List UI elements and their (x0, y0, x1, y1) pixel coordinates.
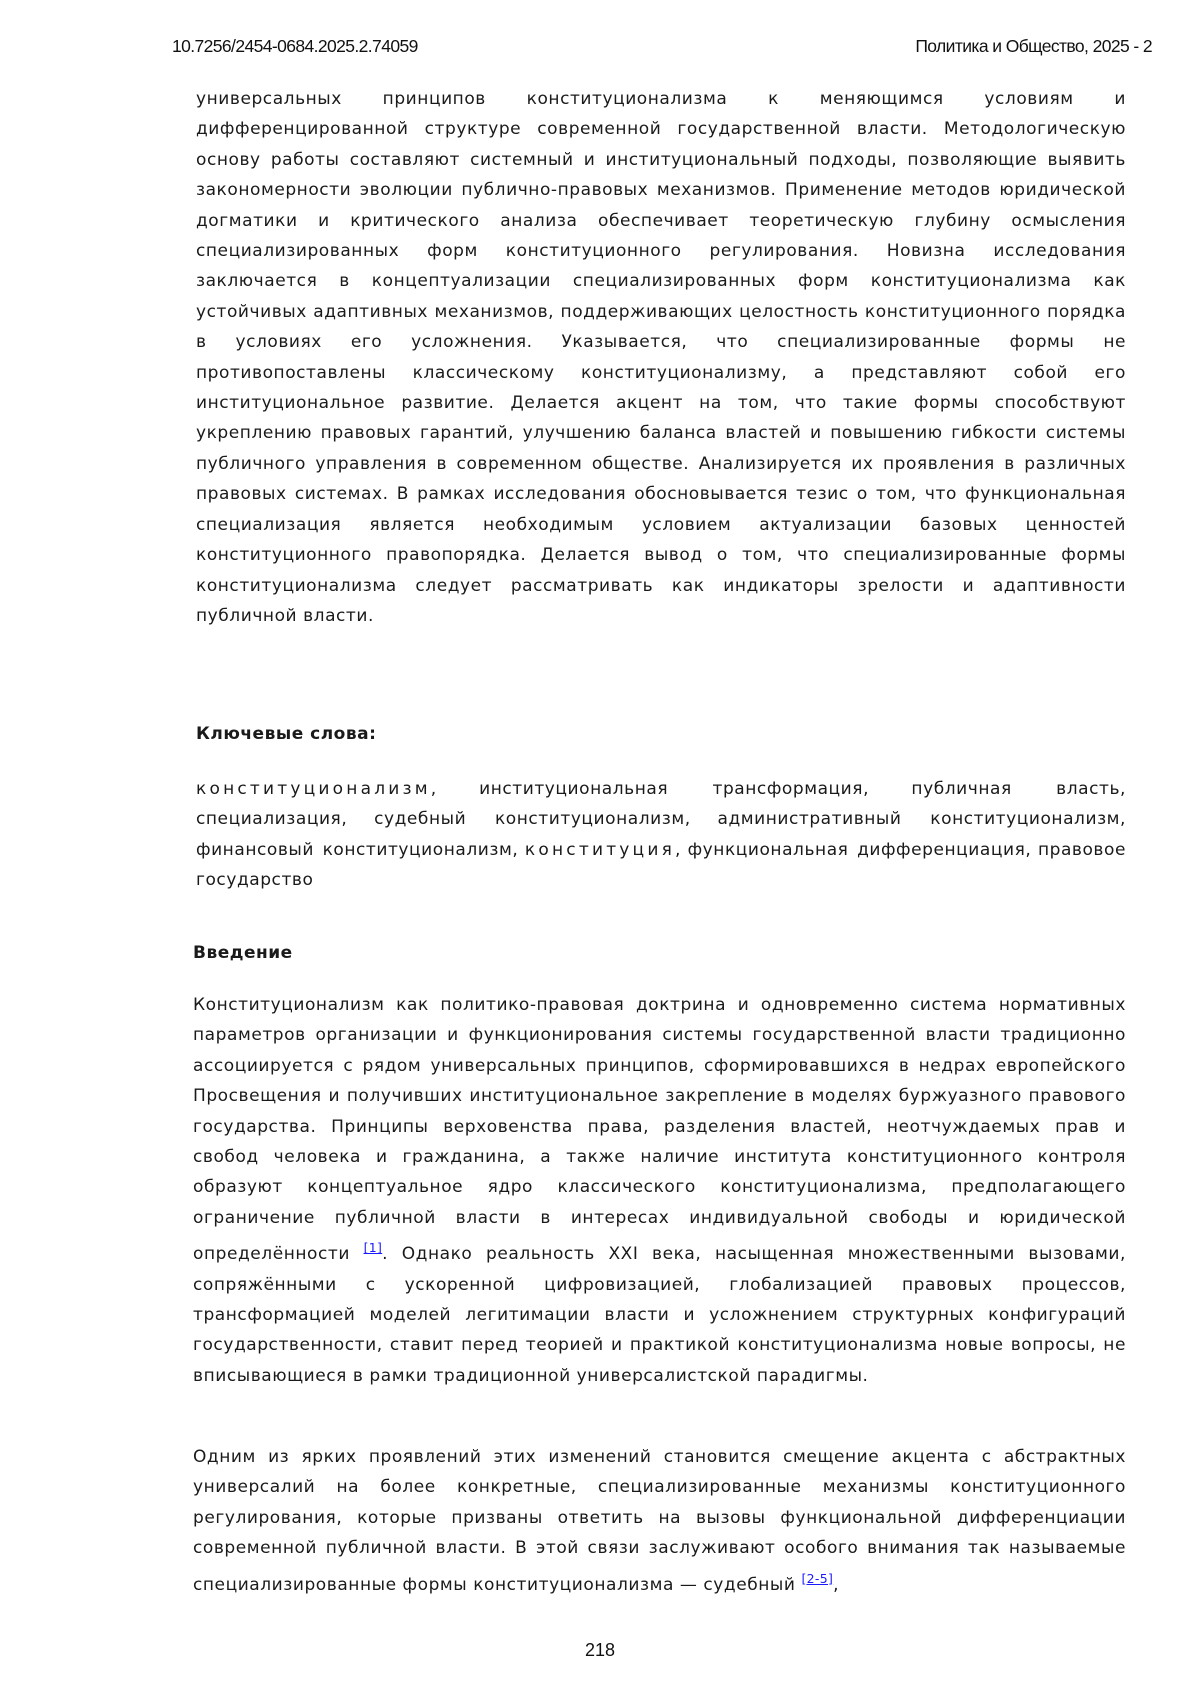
doi-label: 10.7256/2454-0684.2025.2.74059 (172, 36, 418, 57)
abstract-text: универсальных принципов конституционализма к меняющимся условиям и дифференцированной структуре современной государственной власти. Методологическую основу работы составляют системный и институциональный подходы, позволяющие выявить закономерности эволюции публично-правовых механизмов. Применение методов юридической догматики и критического анализа обеспечивает теоретическую глубину осмысления специализированных форм конституционного регулирования. Новизна исследования заключается в концептуализации специализированных форм конституционализма как устойчивых адаптивных механизмов, поддерживающих целостность конституционного порядка в условиях его усложнения. Указывается, что специализированные формы не противопоставлены классическому конституционализму, а представляют собой его институциональное развитие. Делается акцент на том, что такие формы способствуют укреплению правовых гарантий, улучшению баланса властей и повышению гибкости системы публичного управления в современном обществе. Анализируется их проявления в различных правовых системах. В рамках исследования обосновывается тезис о том, что функциональная специализация является необходимым условием актуализации базовых ценностей конституционного правопорядка. Делается вывод о том, что специализированные формы конституционализма следует рассматривать как индикаторы зрелости и адаптивности публичной власти. (196, 84, 1126, 631)
paragraph-text: Конституционализм как политико-правовая доктрина и одновременно система нормативных параметров организации и функционирования системы государственной власти традиционно ассоциируется с рядом универсальных принципов, сформировавшихся в недрах европейского Просвещения и получивших институциональное закрепление в моделях буржуазного правового государства. Принципы верховенства права, разделения властей, неотчуждаемых прав и свобод человека и гражданина, а также наличие института конституционного контроля образуют концептуальное ядро классического конституционализма, предполагающего ограничение публичной власти в интересах индивидуальной свободы и юридической определённости (193, 995, 1126, 1264)
page-number: 218 (0, 1640, 1200, 1661)
paragraph-text: , (833, 1575, 839, 1595)
paragraph-text: Одним из ярких проявлений этих изменений становится смещение акцента с абстрактных универсалий на более конкретные, специализированные механизмы конституционного регулирования, которые призваны ответить на вызовы функциональной дифференциации современной публичной власти. В этой связи заслуживают особого внимания так называемые специализированные формы конституционализма — судебный (193, 1447, 1126, 1595)
keyword-item: финансовый конституционализм (196, 840, 512, 860)
keyword-item: специализация (196, 809, 341, 829)
paragraph (193, 990, 1126, 1391)
running-header (172, 36, 1152, 62)
journal-title: Политика и Общество, 2025 - 2 (915, 36, 1152, 57)
section-heading-introduction: Введение (193, 943, 293, 963)
keyword-item: административный конституционализм (717, 809, 1120, 829)
paragraph-text: . Однако реальность XXI века, насыщенная множественными вызовами, сопряжёнными с ускоренной цифровизацией, глобализацией правовых процессов, трансформацией моделей легитимации власти и усложнением структурных конфигураций государственности, ставит перед теорией и практикой конституционализма новые вопросы, не вписывающиеся в рамки традиционной универсалистской парадигмы. (193, 1244, 1126, 1386)
keyword-item: правовое государство (196, 840, 1126, 890)
keyword-item: конституционализм (196, 779, 431, 799)
keyword-item: конституция (525, 840, 675, 860)
keywords-list: конституционализм, институциональная трансформация, публичная власть, специализация, судебный конституционализм, административный конституционализм, финансовый конституционализм, конституция, функциональная дифференциация, правовое государство (196, 774, 1126, 896)
keyword-item: функциональная дифференциация (688, 840, 1026, 860)
keywords-heading: Ключевые слова: (196, 724, 376, 744)
keyword-item: публичная власть (911, 779, 1120, 799)
citation-link[interactable]: [2-5] (801, 1571, 833, 1586)
paragraph (193, 1442, 1126, 1600)
keyword-item: институциональная трансформация (479, 779, 863, 799)
citation-link[interactable]: [1] (364, 1240, 383, 1255)
keyword-item: судебный конституционализм (374, 809, 685, 829)
